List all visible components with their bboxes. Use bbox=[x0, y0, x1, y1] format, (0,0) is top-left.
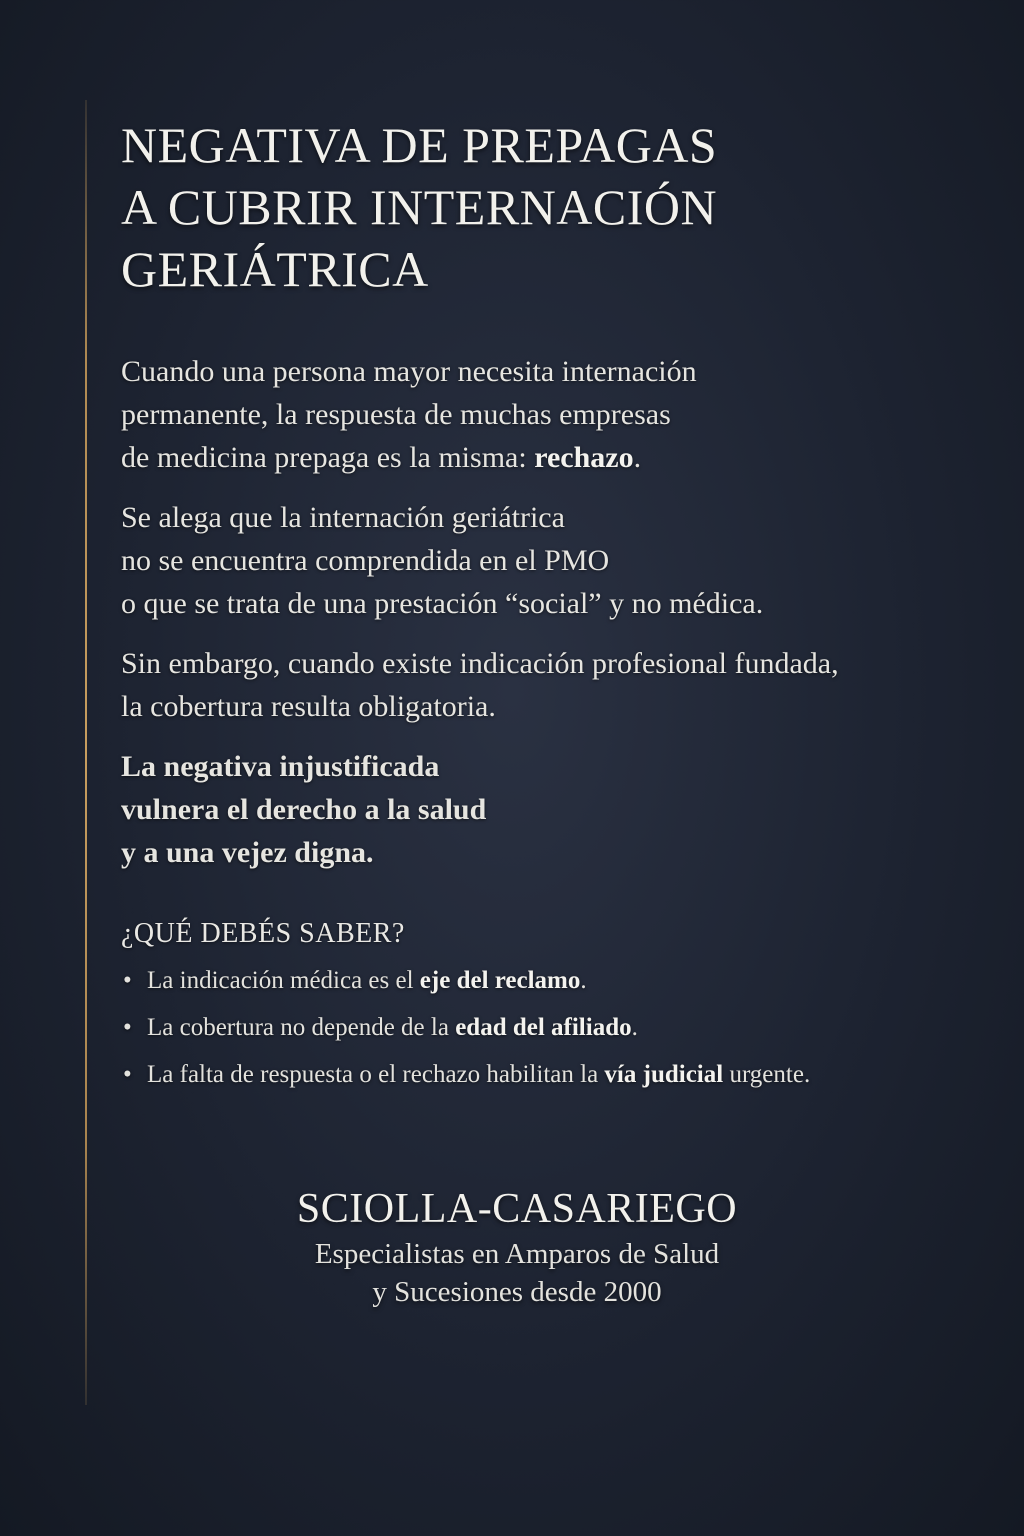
list-item-end: . bbox=[631, 1014, 638, 1041]
info-list bbox=[121, 964, 1011, 1091]
bullet-icon: • bbox=[123, 1061, 132, 1088]
list-item-end: urgente. bbox=[723, 1061, 811, 1088]
paragraph-conclusion bbox=[121, 745, 1011, 874]
intro-line-2: permanente, la respuesta de muchas empresas bbox=[121, 398, 671, 431]
argument-line-3: o que se trata de una prestación “social” y no médica. bbox=[121, 587, 764, 620]
tagline-line-2: y Sucesiones desde 2000 bbox=[372, 1276, 662, 1308]
footer-signature bbox=[0, 1183, 1024, 1311]
list-item bbox=[121, 964, 1011, 997]
argument-line-1: Se alega que la internación geriátrica bbox=[121, 501, 565, 534]
intro-line-3 bbox=[121, 436, 1011, 479]
counter-line-1: Sin embargo, cuando existe indicación profesional fundada, bbox=[121, 647, 839, 680]
list-item-text: La cobertura no depende de la bbox=[147, 1014, 456, 1041]
intro-line-3-text: de medicina prepaga es la misma: bbox=[121, 441, 535, 474]
bullet-icon: • bbox=[123, 1014, 132, 1041]
list-item-emphasis: eje del reclamo bbox=[419, 967, 581, 994]
list-item-emphasis: vía judicial bbox=[604, 1061, 724, 1088]
paragraph-counter bbox=[121, 642, 1011, 728]
conclusion-line-2: vulnera el derecho a la salud bbox=[121, 793, 487, 826]
list-item bbox=[121, 1058, 1011, 1091]
list-item-end: . bbox=[580, 967, 587, 994]
rechazo-emphasis: rechazo bbox=[534, 441, 634, 474]
list-item bbox=[121, 1011, 1011, 1044]
title-line-3: GERIÁTRICA bbox=[121, 241, 429, 297]
intro-line-3-end: . bbox=[633, 441, 642, 474]
intro-line-1: Cuando una persona mayor necesita internación bbox=[121, 355, 697, 388]
tagline-line-1: Especialistas en Amparos de Salud bbox=[314, 1238, 720, 1270]
title-line-1: NEGATIVA DE PREPAGAS bbox=[121, 117, 718, 173]
counter-line-2: la cobertura resulta obligatoria. bbox=[121, 690, 496, 723]
list-item-emphasis: edad del afiliado bbox=[455, 1014, 632, 1041]
argument-line-2: no se encuentra comprendida en el PMO bbox=[121, 544, 610, 577]
list-item-text: La falta de respuesta o el rechazo habilitan la bbox=[147, 1061, 605, 1088]
firm-name: SCIOLLA-CASARIEGO bbox=[296, 1186, 738, 1232]
conclusion-line-1: La negativa injustificada bbox=[121, 750, 440, 783]
conclusion-line-3: y a una vejez digna. bbox=[121, 836, 374, 869]
title-line-2: A CUBRIR INTERNACIÓN bbox=[121, 179, 718, 235]
paragraph-argument bbox=[121, 496, 1011, 625]
section-heading: ¿QUÉ DEBÉS SABER? bbox=[121, 918, 405, 949]
page-title bbox=[121, 114, 1011, 300]
paragraph-intro bbox=[121, 350, 1011, 479]
firm-tagline bbox=[0, 1235, 1024, 1311]
list-item-text: La indicación médica es el bbox=[147, 967, 420, 994]
main-content bbox=[121, 114, 1011, 1105]
bullet-icon: • bbox=[123, 967, 132, 994]
